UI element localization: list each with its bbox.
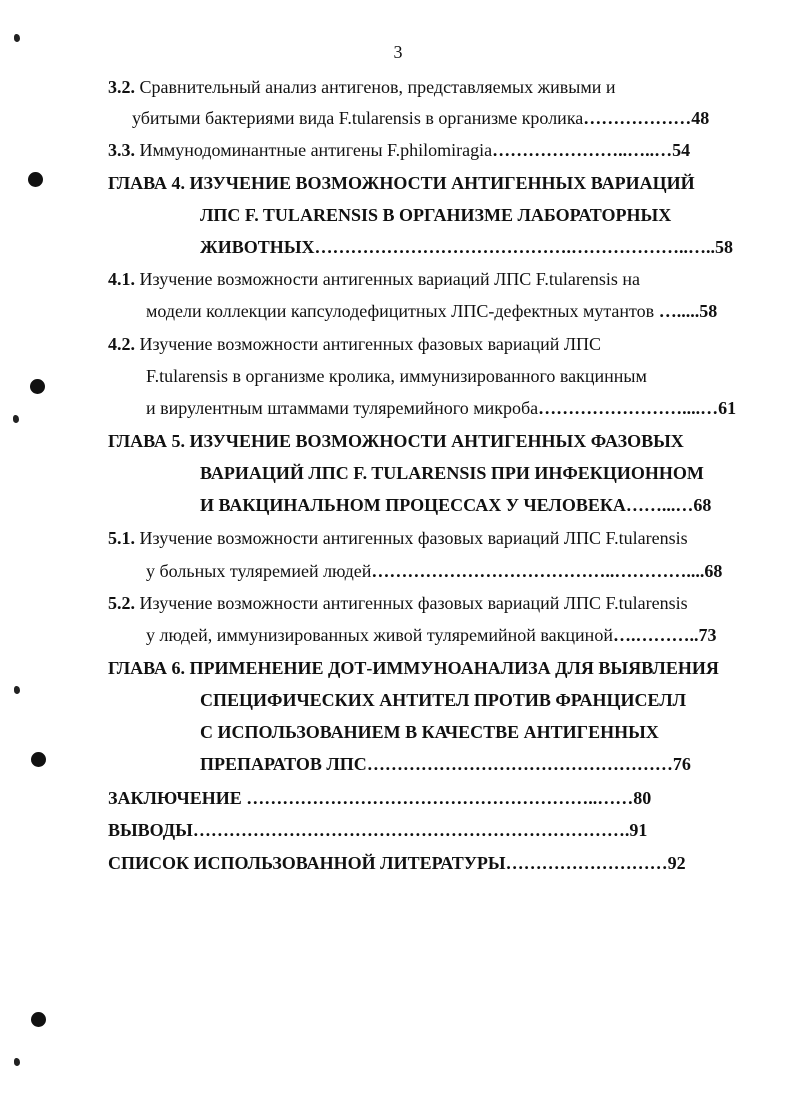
leader-dots: …………………..…..… (492, 140, 673, 160)
toc-entry-4-2[interactable] (108, 333, 601, 355)
page-ref: .73 (693, 625, 717, 645)
chapter-title: СПИСОК ИСПОЛЬЗОВАННОЙ ЛИТЕРАТУРЫ (108, 853, 506, 873)
leader-dots: …………………………………………………..…… (241, 788, 634, 808)
scan-speck (14, 34, 20, 42)
scan-speck (14, 686, 20, 694)
page-ref: 80 (633, 788, 652, 808)
toc-chapter-5[interactable] (108, 430, 684, 452)
entry-title: Сравнительный анализ антигенов, представляемых живыми и (135, 77, 616, 97)
chapter-title: ГЛАВА 6. ПРИМЕНЕНИЕ ДОТ-ИММУНОАНАЛИЗА ДЛЯ ВЫЯВЛЕНИЯ (108, 658, 719, 678)
section-number: 3.3. (108, 140, 135, 160)
toc-entry-5-1[interactable] (108, 527, 688, 549)
entry-title: и вирулентным штаммами туляремийного микроба (146, 398, 539, 418)
toc-entry-5-2[interactable] (108, 592, 688, 614)
toc-entry-4-2-cont (146, 365, 647, 387)
entry-title: F.tularensis в организме кролика, иммунизированного вакцинным (146, 366, 647, 386)
page-ref: 58 (715, 237, 733, 257)
toc-chapter-5-cont (200, 462, 704, 484)
toc-entry-3-2[interactable] (108, 76, 615, 98)
entry-title: у людей, иммунизированных живой туляремийной вакциной (146, 625, 613, 645)
toc-chapter-6-cont (200, 689, 686, 711)
toc-entry-4-1[interactable] (108, 268, 640, 290)
toc-chapter-4[interactable] (108, 172, 695, 194)
entry-title: Изучение возможности антигенных фазовых вариаций ЛПС F.tularensis (135, 528, 688, 548)
section-number: 4.1. (108, 269, 135, 289)
leader-dots: ……………… (583, 108, 692, 128)
chapter-title: И ВАКЦИНАЛЬНОМ ПРОЦЕССАХ У ЧЕЛОВЕКА (200, 495, 626, 515)
entry-title: Иммунодоминантные антигены F.philomiragia (135, 140, 493, 160)
page-ref: 61 (718, 398, 737, 418)
page-ref: 92 (667, 853, 686, 873)
page-ref: 68 (693, 495, 712, 515)
toc-chapter-4-cont (200, 236, 733, 258)
section-number: 3.2. (108, 77, 135, 97)
chapter-title: СПЕЦИФИЧЕСКИХ АНТИТЕЛ ПРОТИВ ФРАНЦИСЕЛЛ (200, 690, 687, 710)
leader-dots: ……………………....… (538, 398, 719, 418)
chapter-title: ЗАКЛЮЧЕНИЕ (108, 788, 242, 808)
toc-entry-4-2-cont (146, 397, 736, 419)
toc-entry-5-1-cont (146, 560, 722, 582)
punch-hole (28, 172, 43, 187)
toc-entry-4-1-cont (146, 300, 717, 322)
punch-hole (31, 752, 46, 767)
toc-chapter-4-cont (200, 204, 671, 226)
chapter-title: ПРЕПАРАТОВ ЛПС (200, 754, 367, 774)
toc-chapter-5-cont (200, 494, 711, 516)
chapter-title: ЛПС F. TULARENSIS В ОРГАНИЗМЕ ЛАБОРАТОРНЫХ (200, 205, 672, 225)
chapter-title: ЖИВОТНЫХ (200, 237, 315, 257)
scan-speck (14, 1058, 20, 1066)
page-ref: 76 (672, 754, 691, 774)
leader-dots: ….………. (612, 625, 694, 645)
page-ref: 58 (699, 301, 718, 321)
chapter-title: ВЫВОДЫ (108, 820, 193, 840)
leader-dots: …………………………………………… (366, 754, 673, 774)
section-number: 5.1. (108, 528, 135, 548)
chapter-title: ГЛАВА 5. ИЗУЧЕНИЕ ВОЗМОЖНОСТИ АНТИГЕННЫХ ФАЗОВЫХ (108, 431, 684, 451)
toc-chapter-6[interactable] (108, 657, 719, 679)
entry-title: Изучение возможности антигенных фазовых вариаций ЛПС F.tularensis (135, 593, 688, 613)
chapter-title: С ИСПОЛЬЗОВАНИЕМ В КАЧЕСТВЕ АНТИГЕННЫХ (200, 722, 659, 742)
toc-conclusion[interactable] (108, 787, 651, 809)
punch-hole (30, 379, 45, 394)
page-ref: 91 (629, 820, 648, 840)
toc-findings[interactable] (108, 819, 647, 841)
page-ref: 68 (704, 561, 723, 581)
toc-entry-3-3[interactable] (108, 139, 690, 161)
leader-dots: ……………………… (505, 853, 668, 873)
toc-entry-5-2-cont (146, 624, 716, 646)
leader-dots: ………………………………………………………………. (192, 820, 630, 840)
toc-references[interactable] (108, 852, 686, 874)
chapter-title: ГЛАВА 4. ИЗУЧЕНИЕ ВОЗМОЖНОСТИ АНТИГЕННЫХ ВАРИАЦИЙ (108, 173, 695, 193)
page-number: 3 (393, 42, 403, 62)
leader-dots: …..... (654, 301, 700, 321)
chapter-title: ВАРИАЦИЙ ЛПС F. TULARENSIS ПРИ ИНФЕКЦИОННОМ (200, 463, 704, 483)
page-ref: 48 (691, 108, 710, 128)
entry-title: Изучение возможности антигенных фазовых вариаций ЛПС (135, 334, 602, 354)
page-ref: 54 (672, 140, 691, 160)
entry-title: убитыми бактериями вида F.tularensis в организме кролика (132, 108, 584, 128)
toc-chapter-6-cont (200, 753, 691, 775)
toc-chapter-6-cont (200, 721, 659, 743)
section-number: 4.2. (108, 334, 135, 354)
entry-title: Изучение возможности антигенных вариаций ЛПС F.tularensis на (135, 269, 640, 289)
scan-speck (13, 415, 19, 423)
entry-title: модели коллекции капсулодефицитных ЛПС-дефектных мутантов (146, 301, 655, 321)
leader-dots: ……...… (625, 495, 694, 515)
leader-dots: …………………………………….………………..….. (314, 237, 715, 257)
toc-entry-3-2-cont (132, 107, 709, 129)
leader-dots: …………………………………..………….... (371, 561, 705, 581)
entry-title: у больных туляремией людей (146, 561, 372, 581)
section-number: 5.2. (108, 593, 135, 613)
punch-hole (31, 1012, 46, 1027)
